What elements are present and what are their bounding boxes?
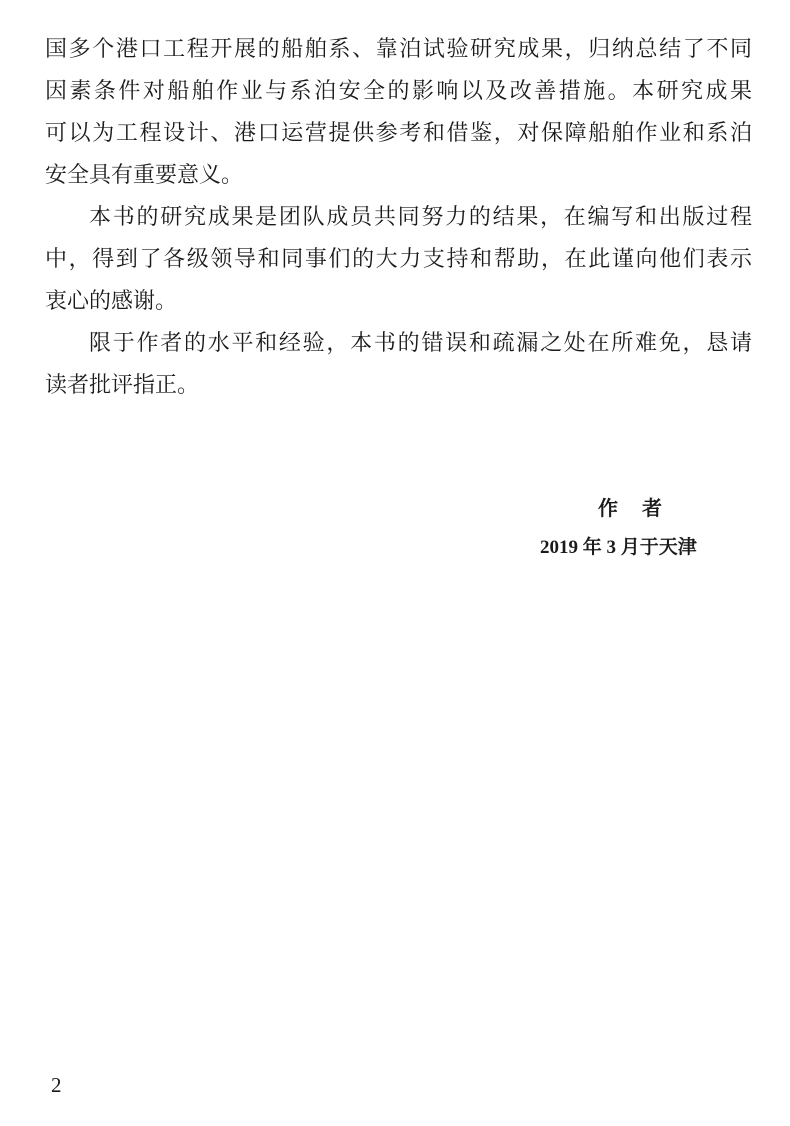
preface-body — [45, 29, 752, 407]
text-line: 中，得到了各级领导和同事们的大力支持和帮助，在此谨向他们表示 — [45, 247, 752, 272]
paragraph — [45, 323, 752, 407]
text-line: 本书的研究成果是团队成员共同努力的结果，在编写和出版过程 — [89, 205, 752, 230]
signature-date: 2019 年 3 月于天津 — [540, 537, 697, 558]
text-line: 读者批评指正。 — [45, 373, 200, 398]
page-number: 2 — [51, 1073, 62, 1097]
author-signature: 作者 — [598, 496, 662, 520]
text-line: 因素条件对船舶作业与系泊安全的影响以及改善措施。本研究成果 — [45, 79, 752, 104]
paragraph — [45, 29, 752, 197]
text-line: 衷心的感谢。 — [45, 289, 178, 314]
paragraph — [45, 197, 752, 323]
text-line: 安全具有重要意义。 — [45, 163, 244, 188]
text-line: 限于作者的水平和经验，本书的错误和疏漏之处在所难免，恳请 — [89, 331, 752, 356]
text-line: 可以为工程设计、港口运营提供参考和借鉴，对保障船舶作业和系泊 — [45, 121, 752, 146]
text-line: 国多个港口工程开展的船舶系、靠泊试验研究成果，归纳总结了不同 — [45, 37, 752, 62]
